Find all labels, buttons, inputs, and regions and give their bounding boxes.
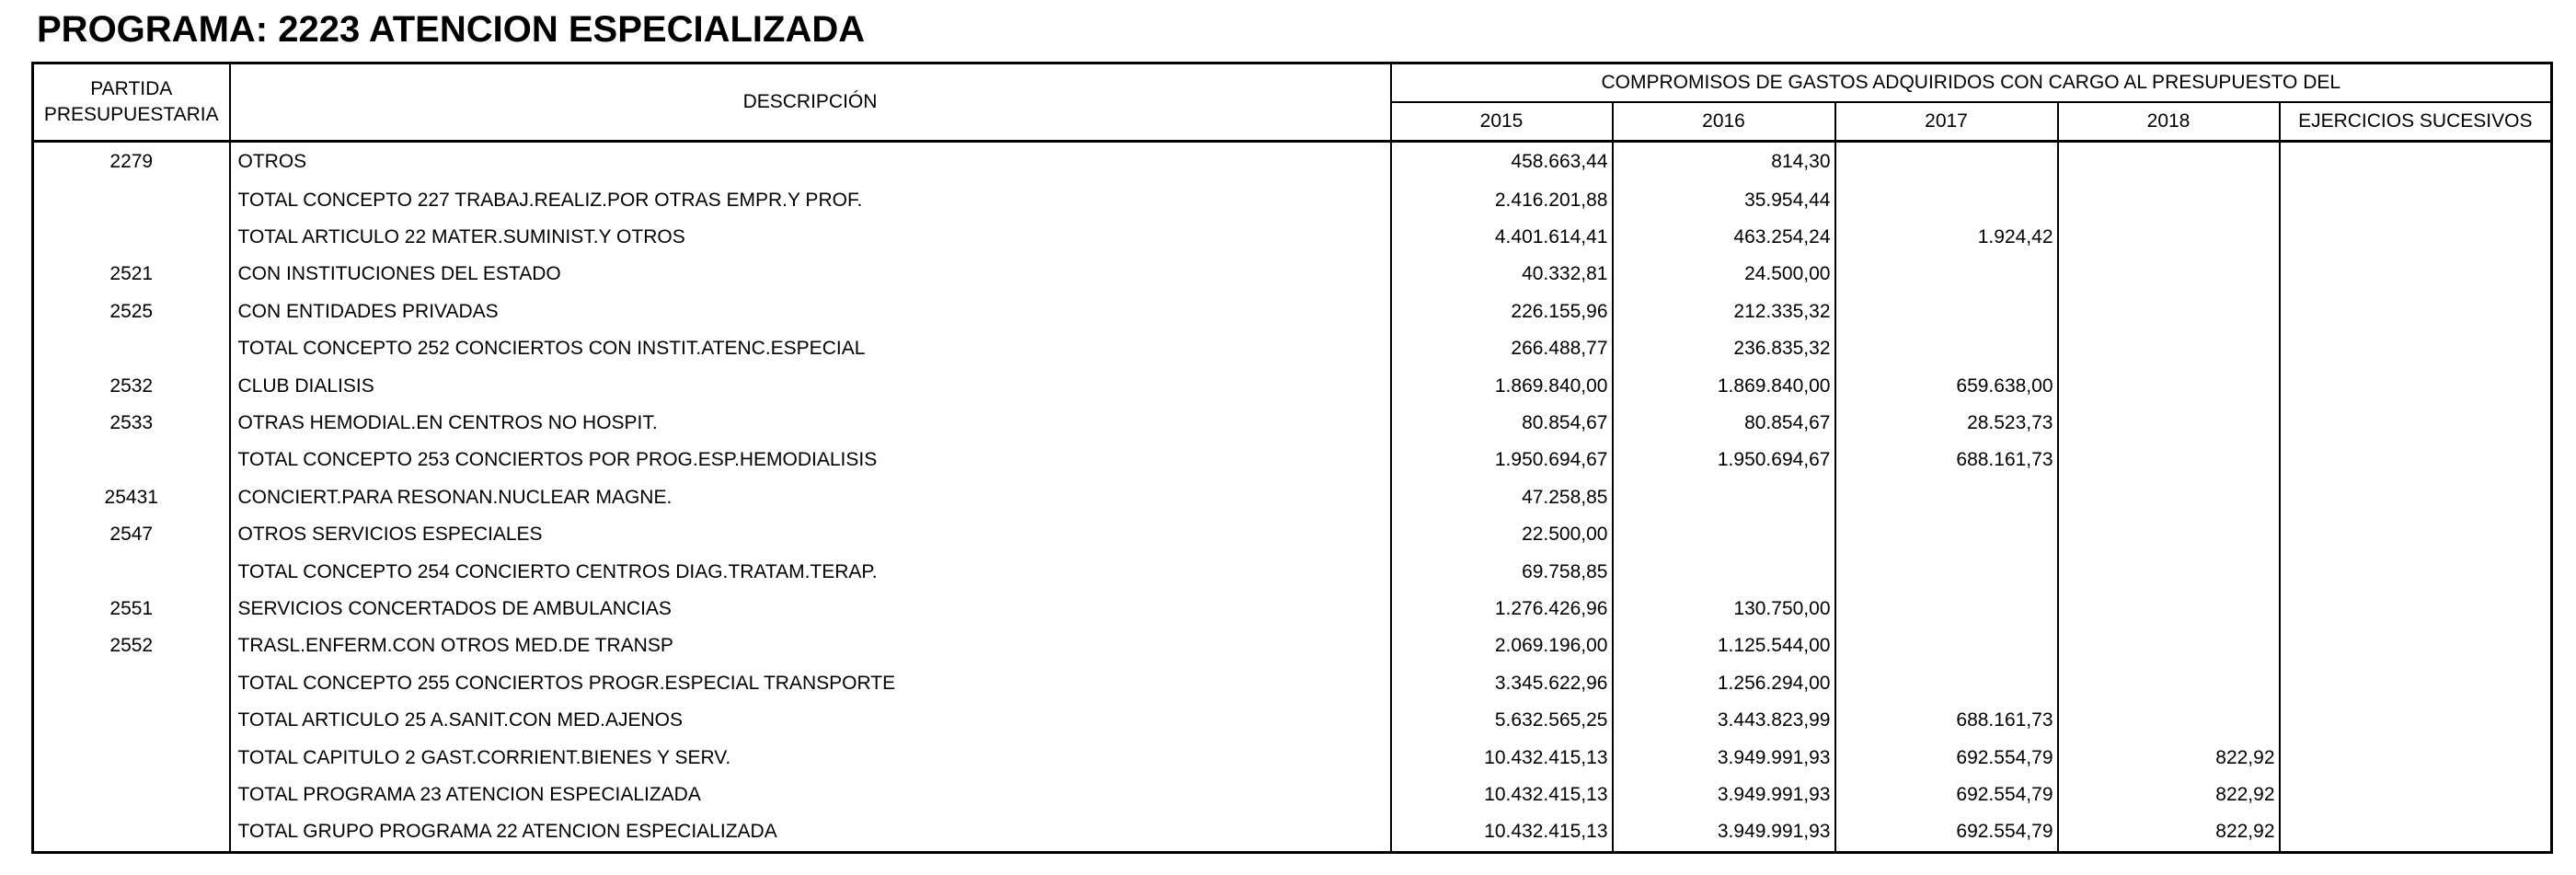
- value-2015-cell: 226.155,96: [1391, 294, 1613, 330]
- partida-cell: 2551: [33, 591, 230, 627]
- description-cell: TOTAL ARTICULO 22 MATER.SUMINIST.Y OTROS: [230, 219, 1391, 256]
- value-sucesivos-cell: [2280, 182, 2552, 219]
- value-2016-cell: 24.500,00: [1613, 256, 1835, 293]
- value-2017-cell: [1835, 516, 2058, 553]
- value-2016-cell: 1.950.694,67: [1613, 442, 1835, 478]
- value-2016-cell: 814,30: [1613, 142, 1835, 182]
- value-2017-cell: 688.161,73: [1835, 442, 2058, 478]
- year-header-2015: 2015: [1391, 102, 1613, 142]
- value-2015-cell: 40.332,81: [1391, 256, 1613, 293]
- value-2015-cell: 458.663,44: [1391, 142, 1613, 182]
- value-2016-cell: 1.125.544,00: [1613, 627, 1835, 664]
- table-row: [33, 553, 2552, 590]
- value-2018-cell: [2058, 367, 2280, 404]
- partida-cell: [33, 330, 230, 367]
- value-2017-cell: 692.554,79: [1835, 777, 2058, 813]
- value-2015-cell: 1.276.426,96: [1391, 591, 1613, 627]
- partida-cell: 2532: [33, 367, 230, 404]
- value-2017-cell: [1835, 182, 2058, 219]
- value-2017-cell: [1835, 330, 2058, 367]
- table-row: [33, 442, 2552, 478]
- value-2017-cell: 688.161,73: [1835, 702, 2058, 739]
- table-row: [33, 219, 2552, 256]
- partida-cell: 25431: [33, 479, 230, 516]
- value-2017-cell: 692.554,79: [1835, 813, 2058, 852]
- value-2018-cell: [2058, 405, 2280, 442]
- description-cell: TOTAL ARTICULO 25 A.SANIT.CON MED.AJENOS: [230, 702, 1391, 739]
- year-header-2018: 2018: [2058, 102, 2280, 142]
- value-2017-cell: 659.638,00: [1835, 367, 2058, 404]
- description-cell: CON INSTITUCIONES DEL ESTADO: [230, 256, 1391, 293]
- value-2015-cell: 1.950.694,67: [1391, 442, 1613, 478]
- table-row: [33, 142, 2552, 182]
- value-2015-cell: 22.500,00: [1391, 516, 1613, 553]
- year-header-2016: 2016: [1613, 102, 1835, 142]
- value-2018-cell: [2058, 219, 2280, 256]
- partida-header-line1: PARTIDA: [90, 77, 173, 99]
- value-2016-cell: 3.443.823,99: [1613, 702, 1835, 739]
- value-sucesivos-cell: [2280, 739, 2552, 776]
- partida-cell: [33, 219, 230, 256]
- value-2018-cell: 822,92: [2058, 813, 2280, 852]
- table-row: [33, 182, 2552, 219]
- partida-header: [33, 63, 230, 142]
- description-cell: TOTAL CAPITULO 2 GAST.CORRIENT.BIENES Y SERV.: [230, 739, 1391, 776]
- description-cell: TRASL.ENFERM.CON OTROS MED.DE TRANSP: [230, 627, 1391, 664]
- value-sucesivos-cell: [2280, 516, 2552, 553]
- value-2017-cell: [1835, 294, 2058, 330]
- value-2015-cell: 1.869.840,00: [1391, 367, 1613, 404]
- value-2016-cell: 3.949.991,93: [1613, 739, 1835, 776]
- value-2018-cell: [2058, 591, 2280, 627]
- value-sucesivos-cell: [2280, 142, 2552, 182]
- value-2015-cell: 3.345.622,96: [1391, 665, 1613, 702]
- partida-cell: 2279: [33, 142, 230, 182]
- value-2016-cell: 3.949.991,93: [1613, 813, 1835, 852]
- value-2018-cell: [2058, 442, 2280, 478]
- value-2015-cell: 2.416.201,88: [1391, 182, 1613, 219]
- table-row: [33, 405, 2552, 442]
- table-row: [33, 813, 2552, 852]
- value-2015-cell: 80.854,67: [1391, 405, 1613, 442]
- value-sucesivos-cell: [2280, 442, 2552, 478]
- value-2016-cell: [1613, 553, 1835, 590]
- table-row: [33, 479, 2552, 516]
- value-2017-cell: [1835, 665, 2058, 702]
- value-2018-cell: [2058, 702, 2280, 739]
- compromisos-header: COMPROMISOS DE GASTOS ADQUIRIDOS CON CARGO AL PRESUPUESTO DEL: [1391, 63, 2552, 103]
- partida-cell: 2521: [33, 256, 230, 293]
- value-sucesivos-cell: [2280, 627, 2552, 664]
- value-2015-cell: 10.432.415,13: [1391, 739, 1613, 776]
- partida-cell: 2533: [33, 405, 230, 442]
- table-row: [33, 367, 2552, 404]
- value-sucesivos-cell: [2280, 479, 2552, 516]
- partida-cell: [33, 553, 230, 590]
- description-cell: CONCIERT.PARA RESONAN.NUCLEAR MAGNE.: [230, 479, 1391, 516]
- description-cell: CON ENTIDADES PRIVADAS: [230, 294, 1391, 330]
- description-cell: OTROS: [230, 142, 1391, 182]
- value-2017-cell: [1835, 553, 2058, 590]
- value-2015-cell: 10.432.415,13: [1391, 813, 1613, 852]
- value-2017-cell: 1.924,42: [1835, 219, 2058, 256]
- table-body: [33, 142, 2552, 853]
- value-2017-cell: [1835, 256, 2058, 293]
- value-2015-cell: 2.069.196,00: [1391, 627, 1613, 664]
- value-2016-cell: [1613, 516, 1835, 553]
- description-cell: OTROS SERVICIOS ESPECIALES: [230, 516, 1391, 553]
- table-row: [33, 256, 2552, 293]
- value-2016-cell: 130.750,00: [1613, 591, 1835, 627]
- value-2015-cell: 266.488,77: [1391, 330, 1613, 367]
- value-2018-cell: [2058, 142, 2280, 182]
- table-row: [33, 665, 2552, 702]
- value-2018-cell: 822,92: [2058, 777, 2280, 813]
- budget-table: [31, 62, 2553, 854]
- value-2015-cell: 5.632.565,25: [1391, 702, 1613, 739]
- partida-cell: 2547: [33, 516, 230, 553]
- description-cell: OTRAS HEMODIAL.EN CENTROS NO HOSPIT.: [230, 405, 1391, 442]
- value-2018-cell: [2058, 665, 2280, 702]
- value-2016-cell: 35.954,44: [1613, 182, 1835, 219]
- value-2017-cell: [1835, 591, 2058, 627]
- value-2018-cell: [2058, 256, 2280, 293]
- description-cell: CLUB DIALISIS: [230, 367, 1391, 404]
- value-2016-cell: 1.256.294,00: [1613, 665, 1835, 702]
- description-cell: TOTAL GRUPO PROGRAMA 22 ATENCION ESPECIALIZADA: [230, 813, 1391, 852]
- description-cell: SERVICIOS CONCERTADOS DE AMBULANCIAS: [230, 591, 1391, 627]
- partida-cell: [33, 665, 230, 702]
- table-row: [33, 516, 2552, 553]
- value-sucesivos-cell: [2280, 405, 2552, 442]
- value-2018-cell: 822,92: [2058, 739, 2280, 776]
- table-row: [33, 330, 2552, 367]
- description-cell: TOTAL CONCEPTO 227 TRABAJ.REALIZ.POR OTRAS EMPR.Y PROF.: [230, 182, 1391, 219]
- partida-cell: [33, 182, 230, 219]
- table-row: [33, 739, 2552, 776]
- partida-cell: [33, 739, 230, 776]
- value-2018-cell: [2058, 553, 2280, 590]
- page-title: PROGRAMA: 2223 ATENCION ESPECIALIZADA: [37, 9, 866, 50]
- description-cell: TOTAL PROGRAMA 23 ATENCION ESPECIALIZADA: [230, 777, 1391, 813]
- value-2018-cell: [2058, 479, 2280, 516]
- value-2016-cell: [1613, 479, 1835, 516]
- value-2018-cell: [2058, 182, 2280, 219]
- partida-header-line2: PRESUPUESTARIA: [43, 104, 219, 125]
- value-2015-cell: 47.258,85: [1391, 479, 1613, 516]
- value-2017-cell: 28.523,73: [1835, 405, 2058, 442]
- partida-cell: [33, 442, 230, 478]
- value-2017-cell: [1835, 479, 2058, 516]
- value-2017-cell: [1835, 627, 2058, 664]
- table-row: [33, 294, 2552, 330]
- descripcion-header: DESCRIPCIÓN: [230, 63, 1391, 142]
- value-2016-cell: 236.835,32: [1613, 330, 1835, 367]
- value-2018-cell: [2058, 330, 2280, 367]
- table-row: [33, 702, 2552, 739]
- year-header-sucesivos: EJERCICIOS SUCESIVOS: [2280, 102, 2552, 142]
- description-cell: TOTAL CONCEPTO 253 CONCIERTOS POR PROG.ESP.HEMODIALISIS: [230, 442, 1391, 478]
- value-2016-cell: 463.254,24: [1613, 219, 1835, 256]
- table-row: [33, 627, 2552, 664]
- description-cell: TOTAL CONCEPTO 254 CONCIERTO CENTROS DIAG.TRATAM.TERAP.: [230, 553, 1391, 590]
- partida-cell: 2525: [33, 294, 230, 330]
- description-cell: TOTAL CONCEPTO 255 CONCIERTOS PROGR.ESPECIAL TRANSPORTE: [230, 665, 1391, 702]
- value-sucesivos-cell: [2280, 813, 2552, 852]
- value-sucesivos-cell: [2280, 256, 2552, 293]
- year-header-2017: 2017: [1835, 102, 2058, 142]
- value-sucesivos-cell: [2280, 330, 2552, 367]
- value-sucesivos-cell: [2280, 219, 2552, 256]
- value-2018-cell: [2058, 627, 2280, 664]
- value-sucesivos-cell: [2280, 591, 2552, 627]
- value-sucesivos-cell: [2280, 777, 2552, 813]
- partida-cell: 2552: [33, 627, 230, 664]
- value-sucesivos-cell: [2280, 553, 2552, 590]
- table-row: [33, 777, 2552, 813]
- table-row: [33, 591, 2552, 627]
- value-2016-cell: 1.869.840,00: [1613, 367, 1835, 404]
- description-cell: TOTAL CONCEPTO 252 CONCIERTOS CON INSTIT.ATENC.ESPECIAL: [230, 330, 1391, 367]
- value-sucesivos-cell: [2280, 665, 2552, 702]
- value-2015-cell: 69.758,85: [1391, 553, 1613, 590]
- value-2017-cell: [1835, 142, 2058, 182]
- value-2016-cell: 212.335,32: [1613, 294, 1835, 330]
- value-2015-cell: 4.401.614,41: [1391, 219, 1613, 256]
- value-2016-cell: 80.854,67: [1613, 405, 1835, 442]
- partida-cell: [33, 813, 230, 852]
- value-2018-cell: [2058, 516, 2280, 553]
- value-2015-cell: 10.432.415,13: [1391, 777, 1613, 813]
- partida-cell: [33, 777, 230, 813]
- value-sucesivos-cell: [2280, 367, 2552, 404]
- value-2018-cell: [2058, 294, 2280, 330]
- partida-cell: [33, 702, 230, 739]
- value-sucesivos-cell: [2280, 702, 2552, 739]
- value-2016-cell: 3.949.991,93: [1613, 777, 1835, 813]
- value-2017-cell: 692.554,79: [1835, 739, 2058, 776]
- value-sucesivos-cell: [2280, 294, 2552, 330]
